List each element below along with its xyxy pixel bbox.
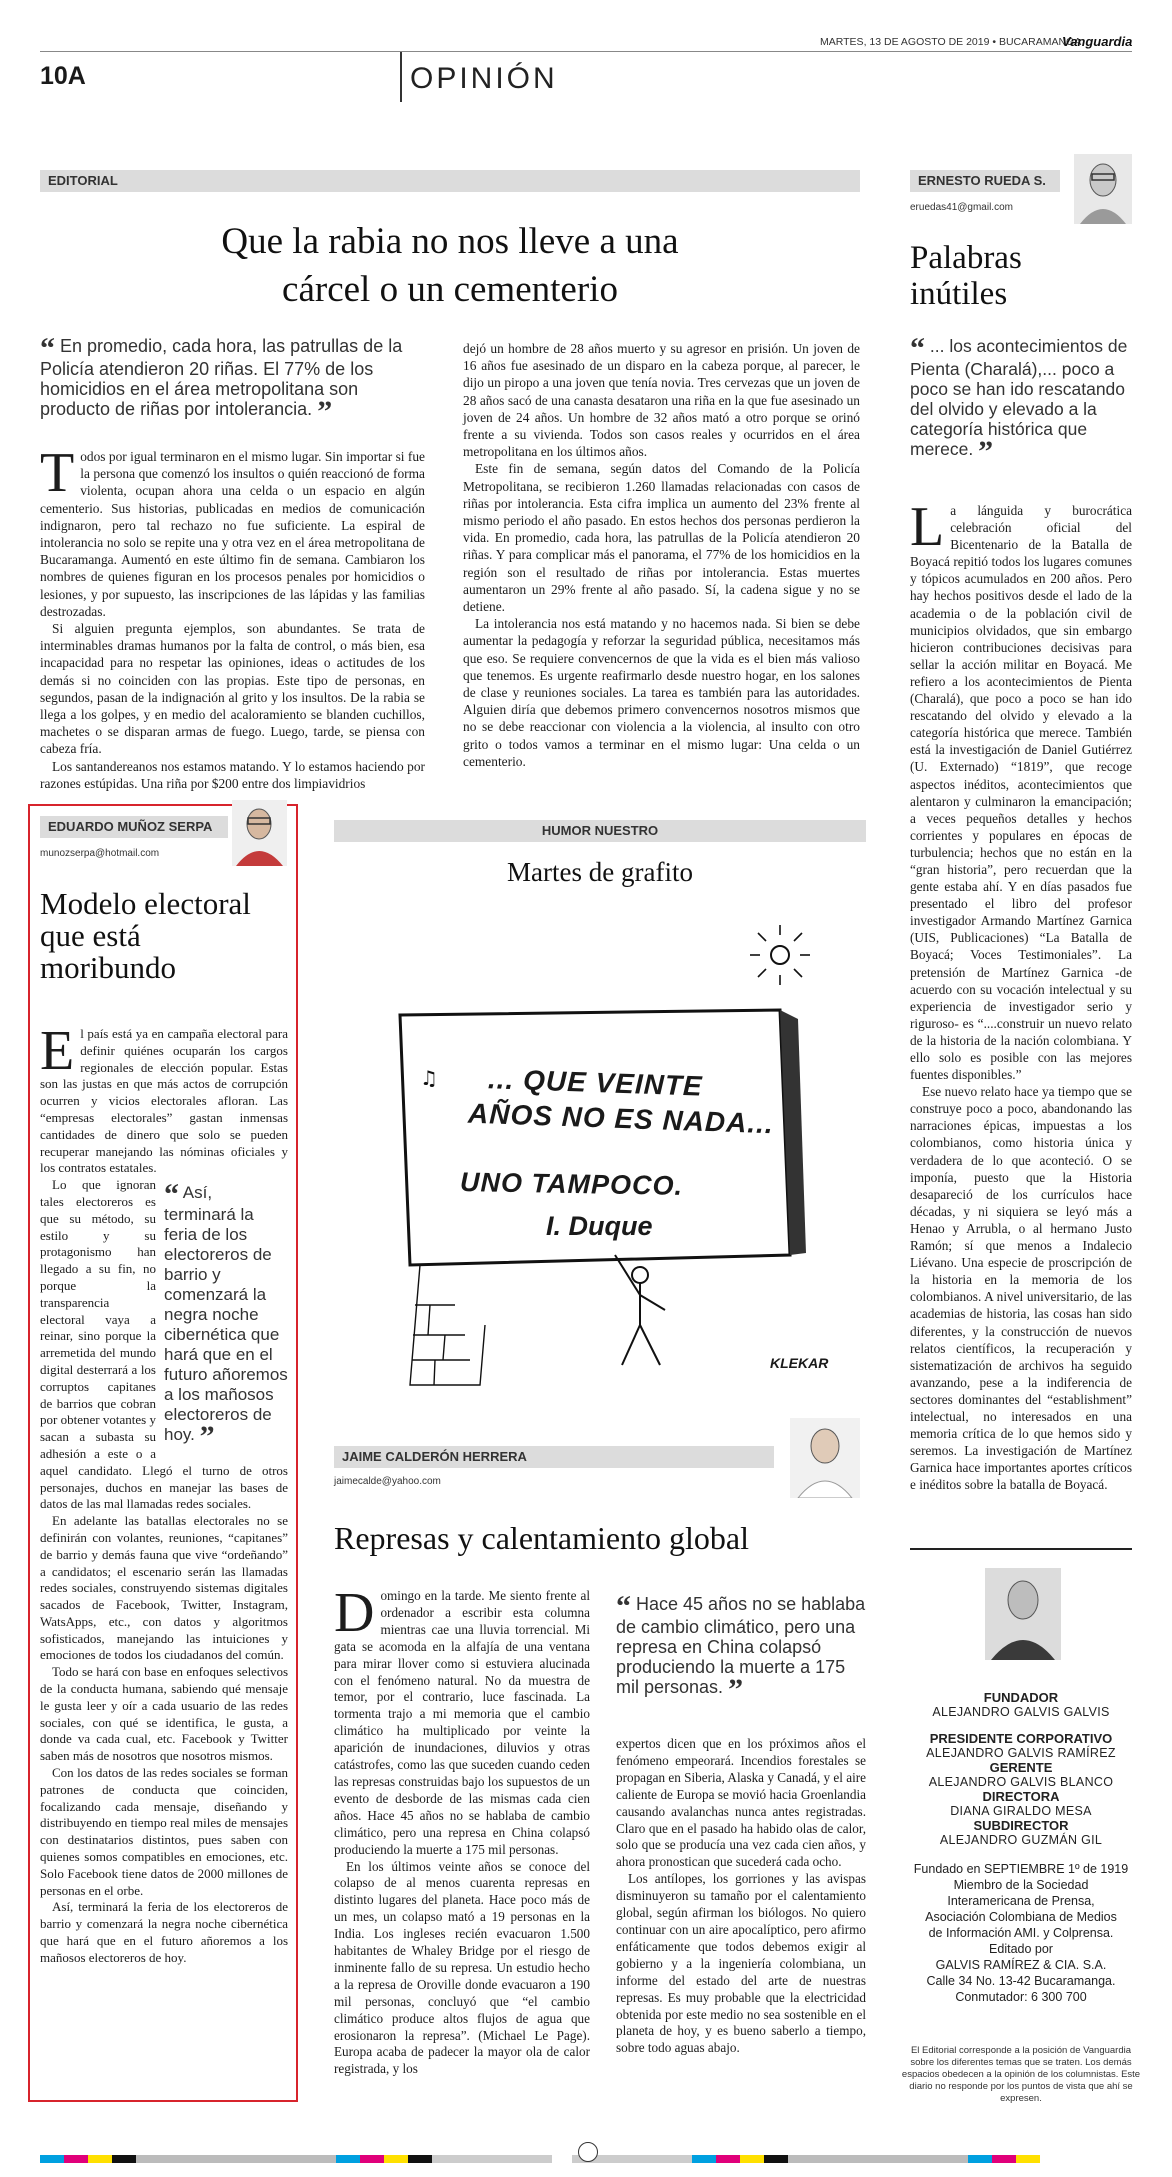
editorial-headline: [40, 218, 860, 314]
editorial-paragraph: La intolerancia nos está matando y no hacemos nada. Si bien se debe aumentar la pedagogía y reforzar la seguridad pública, necesitamos más que eso. Se requiere convencernos de que la vida es el bien más valioso que tenemos. Es urgente reafirmarlo desde nuestro hogar, en los salones de clase y reuniones sociales. La tarea es también para las autoridades. Alguien diría que debemos primero convencernos nosotros mismos que no se debe reaccionar con violencia a la violencia, al insulto con otro grito o todos vamos a terminar en el mismo lugar: Una celda o un cementerio.: [463, 616, 860, 769]
humor-section-bar: [334, 820, 866, 842]
publisher-info-line: Editado por: [989, 1942, 1053, 1956]
dateline: MARTES, 13 DE AGOSTO DE 2019 • BUCARAMANGA: [820, 36, 1082, 48]
munoz-pull-quote: [164, 1178, 288, 1454]
rueda-author-bar: [910, 170, 1060, 192]
calderon-avatar: [790, 1418, 860, 1498]
staff-heading: GERENTE: [989, 1760, 1053, 1775]
music-note-icon: ♫: [420, 1066, 438, 1090]
publisher-info-line: Interamericana de Prensa,: [947, 1894, 1095, 1908]
staff-box: [900, 1686, 1142, 2005]
rueda-author: ERNESTO RUEDA S.: [918, 173, 1046, 188]
editorial-column-1: [40, 442, 425, 792]
cartoon-line-3: UNO TAMPOCO.: [459, 1167, 684, 1201]
cartoonist-signature: KLEKAR: [770, 1355, 829, 1371]
rueda-column: [910, 496, 1132, 1493]
disclaimer: El Editorial corresponde a la posición de Vanguardia sobre los diferentes temas que se traten. Los demás espacios obedecen a la opinión de los columnistas. Este diario no responde por los puntos de vista que ahí se expresen.: [901, 2045, 1141, 2104]
calderon-quote-text: Hace 45 años no se hablaba de cambio climático, pero una represa en China colapsó produciendo la muerte a 175 mil personas.: [616, 1594, 866, 1697]
staff-name: ALEJANDRO GUZMÁN GIL: [939, 1833, 1103, 1847]
rueda-pull-quote: [910, 332, 1132, 468]
open-quote-icon: “: [40, 332, 55, 365]
close-quote-icon: ”: [978, 435, 994, 468]
munoz-headline: [40, 888, 251, 984]
rueda-quote-text: ... los acontecimientos de Pienta (Charalá),... poco a poco se han ido rescatando del olvido y elevado a la categoría histórica que merece.: [910, 336, 1128, 459]
munoz-paragraph: En adelante las batallas electorales no se definirán con volantes, reuniones, “capitanes” de barrio y demás fauna que vive “ordeñando” a candidatos; el escenario serán las llamadas redes sociales, construyendo sistemas digitales sacados de Facebook, Twitter, Instagram, WatsApps, etc., con datos y algoritmos sofisticados, manejando las intuiciones y emociones de todos los ciudadanos del común.: [40, 1513, 288, 1663]
staff-name: ALEJANDRO GALVIS RAMÍREZ: [926, 1746, 1116, 1760]
calderon-paragraph: Los antílopes, los gorriones y las avispas disminuyeron su tamaño por el calentamiento global, según afirman los biólogos. No quiero continuar con un aire apocalíptico, pero afirmo enfáticamente que todos debemos exigir al gobierno y a la ingeniería colombiana, un informe del estado del arte de nuestras represas. Es muy probable que la electricidad obtenida por este medio no sea sostenible en el planeta de hoy, y es bueno saberlo a tiempo, sobre todo aguas abajo.: [616, 1871, 866, 2056]
publisher-info-line: Fundado en SEPTIEMBRE 1º de 1919: [913, 1862, 1129, 1876]
publisher-info-line: Conmutador: 6 300 700: [955, 1990, 1087, 2004]
publisher-info-line: Miembro de la Sociedad: [953, 1878, 1089, 1892]
editorial-quote-text: En promedio, cada hora, las patrullas de la Policía atendieron 20 riñas. El 77% de los homicidios en el área metropolitana son producto de riñas por intolerancia.: [40, 336, 403, 419]
editorial-paragraph: dejó un hombre de 28 años muerto y su agresor en prisión. Un joven de 16 años fue asesinado de un disparo en la cabeza porque, al parecer, le dijo un piropo a una joven que tenía novia. Tres cervezas que un joven de 28 años sacó de una canasta desataron una riña en la que fue asesinado un joven de 24 años. Un hombre de 32 años mató a otro porque se orinó frente a su vivienda. Todos son casos reales y ocurridos en el área metropolitana en los últimos años.: [463, 341, 860, 460]
calderon-dropcap: D: [334, 1582, 375, 1644]
open-quote-icon: “: [910, 332, 925, 365]
staff-heading: PRESIDENTE CORPORATIVO: [929, 1731, 1113, 1746]
cartoon: [370, 915, 840, 1415]
registration-mark-icon: [578, 2142, 598, 2162]
rueda-paragraph: Ese nuevo relato hace ya tiempo que se construye poco a poco, abandonando las narraciones épicas, impuestas a los colombianos, como historia única y verdadera de lo que aconteció. O se imponía, puesto que la Historia desapareció de los currículos hace décadas, y ni siquiera se leyó más a Henao y Arrubla, o al hermano Justo Ramón; sí que menos a Indalecio Liévano. Una especie de proscripción de la historia en la memoria de los colombianos. A nivel universitario, de las academias de historia, las cosas han sido diferentes, y la construcción de nuevos relatos científicos, la recuperación y sistematización de archivos ha seguido avanzando, pese a la indiferencia de sectores dominantes del “establishment” intelectual, no interesados en una memoria crítica de lo que hemos sido y seremos. La investigación de Martínez Garnica hace importantes aportes críticos e inéditos sobre la batalla de Boyacá.: [910, 1084, 1132, 1493]
calderon-column-1: [334, 1582, 591, 2078]
rueda-avatar: [1074, 154, 1132, 224]
calderon-author: JAIME CALDERÓN HERRERA: [342, 1449, 527, 1464]
munoz-dropcap: E: [40, 1020, 75, 1082]
header-rule: [40, 51, 1132, 52]
editorial-label: EDITORIAL: [48, 173, 118, 188]
page-number: 10A: [40, 62, 86, 90]
munoz-paragraph: [40, 1177, 288, 1513]
munoz-paragraph: Así, terminará la feria de los electoreros de barrio y comenzará la negra noche cibernética que hará que en el futuro añoremos a los mañosos electoreros de hoy.: [40, 1899, 288, 1965]
humor-title: Martes de grafito: [507, 857, 693, 887]
munoz-paragraph: Todo se hará con base en enfoques selectivos de la conducta humana, sabiendo qué mensaje le gusta leer y oír a cada usuario de las redes sociales, con qué se identifica, le gusta, a donde va cada cual, etc. Facebook y Twitter saben más de nosotros que nosotros mismos.: [40, 1664, 288, 1764]
publisher-info-line: GALVIS RAMÍREZ & CIA. S.A.: [935, 1958, 1107, 1972]
staff-name: ALEJANDRO GALVIS GALVIS: [932, 1705, 1110, 1719]
munoz-column: [40, 1020, 288, 1967]
cartoon-line-4: I. Duque: [546, 1211, 653, 1241]
editorial-section-bar: [40, 170, 860, 192]
rueda-email: eruedas41@gmail.com: [910, 202, 1013, 213]
munoz-quote-text: Así, terminará la feria de los electoreros de barrio y comenzará la negra noche cibernética que hará que en el futuro añoremos a los mañosos electoreros de hoy.: [164, 1183, 288, 1445]
munoz-headline-line1: Modelo electoral: [40, 886, 251, 921]
close-quote-icon: ”: [317, 395, 333, 428]
open-quote-icon: “: [616, 1590, 631, 1623]
editorial-paragraph: odos por igual terminaron en el mismo lugar. Sin importar si fue la persona que comenzó los insultos o quién reaccionó de forma violenta, ocupan ahora una celda o un espacio en algún cementerio. Sus historias, publicadas en medios de comunicación indignaron, pero tal rechazo no fue suficiente. La espiral de intolerancia no solo se repite una y otra vez en el área metropolitana de Bucaramanga. Aumentó en este último fin de semana. Cambiaron los nombres de quienes figuran en los procesos penales por homicidios o lesiones, y por supuesto, las inscripciones de las lápidas y las familias destrozadas.: [40, 449, 425, 619]
staff-heading: FUNDADOR: [983, 1690, 1059, 1705]
munoz-paragraph: l país está ya en campaña electoral para definir quiénes ocuparán los cargos regionales de elección popular. Estas son las justas en que más actos de corrupción ocurren y vicios electorales afloran. Las “empresas electorales” gastan inmensas cantidades de dinero que solo se pueden recuperar manejando las nóminas oficiales y los contratos estatales.: [40, 1026, 288, 1176]
editorial-headline-line1: Que la rabia no nos lleve a una: [221, 221, 679, 262]
cartoon-line-1: ... QUE VEINTE: [487, 1063, 704, 1102]
humor-label: HUMOR NUESTRO: [541, 823, 659, 838]
cartoon-line-2: AÑOS NO ES NADA...: [467, 1097, 775, 1140]
munoz-headline-line2: que está: [40, 918, 141, 953]
calderon-column-2: [616, 1736, 866, 2057]
rueda-headline-line2: inútiles: [910, 276, 1008, 312]
publisher-info: [900, 1861, 1142, 2005]
staff-heading: SUBDIRECTOR: [973, 1818, 1069, 1833]
munoz-author: EDUARDO MUÑOZ SERPA: [48, 819, 213, 834]
rueda-headline: [910, 240, 1022, 312]
section-title: OPINIÓN: [410, 62, 558, 95]
calderon-email: jaimecalde@yahoo.com: [334, 1476, 441, 1487]
publisher-info-line: de Información AMI. y Colprensa.: [928, 1926, 1114, 1940]
rueda-headline-line1: Palabras: [910, 240, 1022, 276]
munoz-paragraph: Con los datos de las redes sociales se forman patrones de conducta que coinciden, focalizando cada mensaje, diseñando y distribuyendo en tiempo real miles de mensajes con destinatarios distintos, pues saben con quienes somos compatibles en emociones, etc. Solo Facebook tiene datos de 2000 millones de personas en el orbe.: [40, 1765, 288, 1898]
munoz-author-bar: [40, 816, 228, 838]
founder-photo: [985, 1568, 1061, 1660]
staff-rule: [910, 1548, 1132, 1550]
editorial-paragraph: Si alguien pregunta ejemplos, son abundantes. Se trata de interminables dramas humanos por la falta de control, o más bien, esa incapacidad para no respetar las opiniones, ideas o actitudes de los demás si no coinciden con las propias. Este tipo de personas, en segundos, pasan de la indignación al grito y los insultos. De la rabia se llega a los golpes, y en medio del acaloramiento se blanden cuchillos, machetes o se disparan armas de fuego. Luego, tarde, se piensa con cabeza fría.: [40, 621, 425, 757]
munoz-headline-line3: moribundo: [40, 950, 177, 985]
calderon-author-bar: [334, 1446, 774, 1468]
publisher-info-line: Asociación Colombiana de Medios: [925, 1910, 1117, 1924]
staff-name: DIANA GIRALDO MESA: [950, 1804, 1092, 1818]
munoz-avatar: [232, 800, 287, 866]
calderon-paragraph: En los últimos veinte años se conoce del colapso de al menos cuarenta represas en distinto lugares del planeta. Hace poco más de un mes, un colapso mató a 19 personas en la India. Los ingleses recién evacuaron 1.500 habitantes de Whaley Bridge por el riesgo de inminente fallo de su represa. Un estudio hecho a la represa de Oroville donde evacuaron a 190 mil personas, concluyó que “el cambio climático produce altos flujos de agua que erosionaron la represa”. (Michael Le Page). Europa acaba de padecer la mayor ola de calor registrada, y los: [334, 1858, 590, 2077]
calderon-headline: Represas y calentamiento global: [334, 1520, 749, 1556]
editorial-paragraph: Este fin de semana, según datos del Comando de la Policía Metropolitana, se recibieron 1.260 llamadas relacionadas con casos de riñas por intolerancia. Esta cifra implica un aumento del 23% frente al mismo periodo el año pasado. En estos hechos dos personas perdieron la vida. En promedio, cada hora, las patrullas de la Policía atendieron 20 riñas. Y para complicar más el panorama, el 77% de los homicidios en la región son el resultado de riñas por intolerancia. Estas muertes aumentaron un 29% frente al año pasado. Sí, la cadena sigue y no se detiene.: [463, 461, 860, 615]
rueda-dropcap: L: [910, 496, 945, 558]
staff-name: ALEJANDRO GALVIS BLANCO: [928, 1775, 1114, 1789]
cartoon-drawing: [370, 915, 840, 1415]
editorial-pull-quote: [40, 332, 425, 428]
open-quote-icon: “: [164, 1178, 179, 1212]
close-quote-icon: ”: [728, 1673, 744, 1706]
editorial-dropcap: T: [40, 442, 75, 504]
brand-logo: Vanguardia: [1062, 34, 1133, 49]
calderon-pull-quote: [616, 1590, 866, 1706]
editorial-column-2: [463, 340, 860, 770]
calderon-paragraph: expertos dicen que en los próximos años el fenómeno empeorará. Incendios forestales se propagan en Siberia, Alaska y Canadá, y el aire caliente de Europa se movió hacia Groenlandia causando avalanchas nunca antes registradas. Claro que en el pasado ha habido olas de calor, solo que se producía una vez cada cien años, y ahora pronostican que sucederá cada ocho.: [616, 1736, 866, 1870]
header-divider: [400, 52, 402, 102]
munoz-paragraph-text: Lo que ignoran tales electoreros es que su método, su estilo y su protagonismo han llegado a su fin, no porque la transparencia electoral vaya a reinar, sino porque la arremetida del mundo digital desterrará a los corruptos capitanes de barrios que cobran por obtener votantes y sacan a subasta su adhesión a este o a aquel candidato. Llegó el turno de otros personajes, duchos en manejar las bases de datos de las mal llamadas redes sociales.: [40, 1177, 288, 1512]
close-quote-icon: ”: [199, 1420, 215, 1454]
editorial-paragraph: Los santandereanos nos estamos matando. Y lo estamos haciendo por razones estúpidas. Una riña por $200 entre dos limpiavidrios: [40, 758, 425, 791]
publisher-info-line: Calle 34 No. 13-42 Bucaramanga.: [926, 1974, 1116, 1988]
munoz-email: munozserpa@hotmail.com: [40, 848, 160, 859]
editorial-headline-line2: cárcel o un cementerio: [282, 269, 618, 310]
staff-heading: DIRECTORA: [982, 1789, 1060, 1804]
rueda-paragraph: a lánguida y burocrática celebración oficial del Bicentenario de la Batalla de Boyacá repitió todos los lugares comunes y tópicos acumulados en 200 años. Pero hay hechos positivos desde el lado de la academia o de la población civil de municipios olvidados, que sin embargo hicieron contribuciones decisivas para sellar la acción militar en Boyacá. Me refiero a los acontecimientos de Pienta (Charalá), que poco a poco se han ido rescatando del olvido y elevado a la categoría histórica que merece. También está la investigación de Daniel Gutiérrez (U. Externado) “1819”, que recoge aspectos inéditos, acontecimientos que alentaron y culminaron la emancipación; a veces pequeños detalles y hechos corrientes y populares en épocas de turbulencia; hechos que no están en la “gran historia”, pero recuerdan que la gente estaba ahí. Y en días pasados fue presentado el libro del profesor investigador Armando Martínez Garnica (UIS, Publicaciones) “La Batalla de Boyacá; Voces Testimoniales”. La pretensión de Martínez Garnica -de acuerdo con su vocación intelectual y su experiencia de investigador serio y riguroso- es “....construir un nuevo relato de la historia de la nación colombiana. Y ello solo es posible con las mejores fuentes disponibles.”: [910, 503, 1132, 1083]
calderon-paragraph: omingo en la tarde. Me siento frente al ordenador a escribir esta columna mientras cae una lluvia torrencial. Mi gata se acomoda en la alfajía de una ventana para mirar llover como si estuviera alucinada con el fenómeno natural. No da muestra de temor, por el contrario, luce fascinada. La tormenta trajo a mi memoria que el cambio climático ha multiplicado por veinte la aparición de inundaciones, diluvios y otras catástrofes, como las que suceden cuando ceden las represas construidas bajo los supuestos de un evento de desborde de las mismas cada cien años. Hace 45 años no se hablaba de cambio climático, pero una represa en China colapsó produciendo la muerte a 175 mil personas.: [334, 1588, 591, 1857]
